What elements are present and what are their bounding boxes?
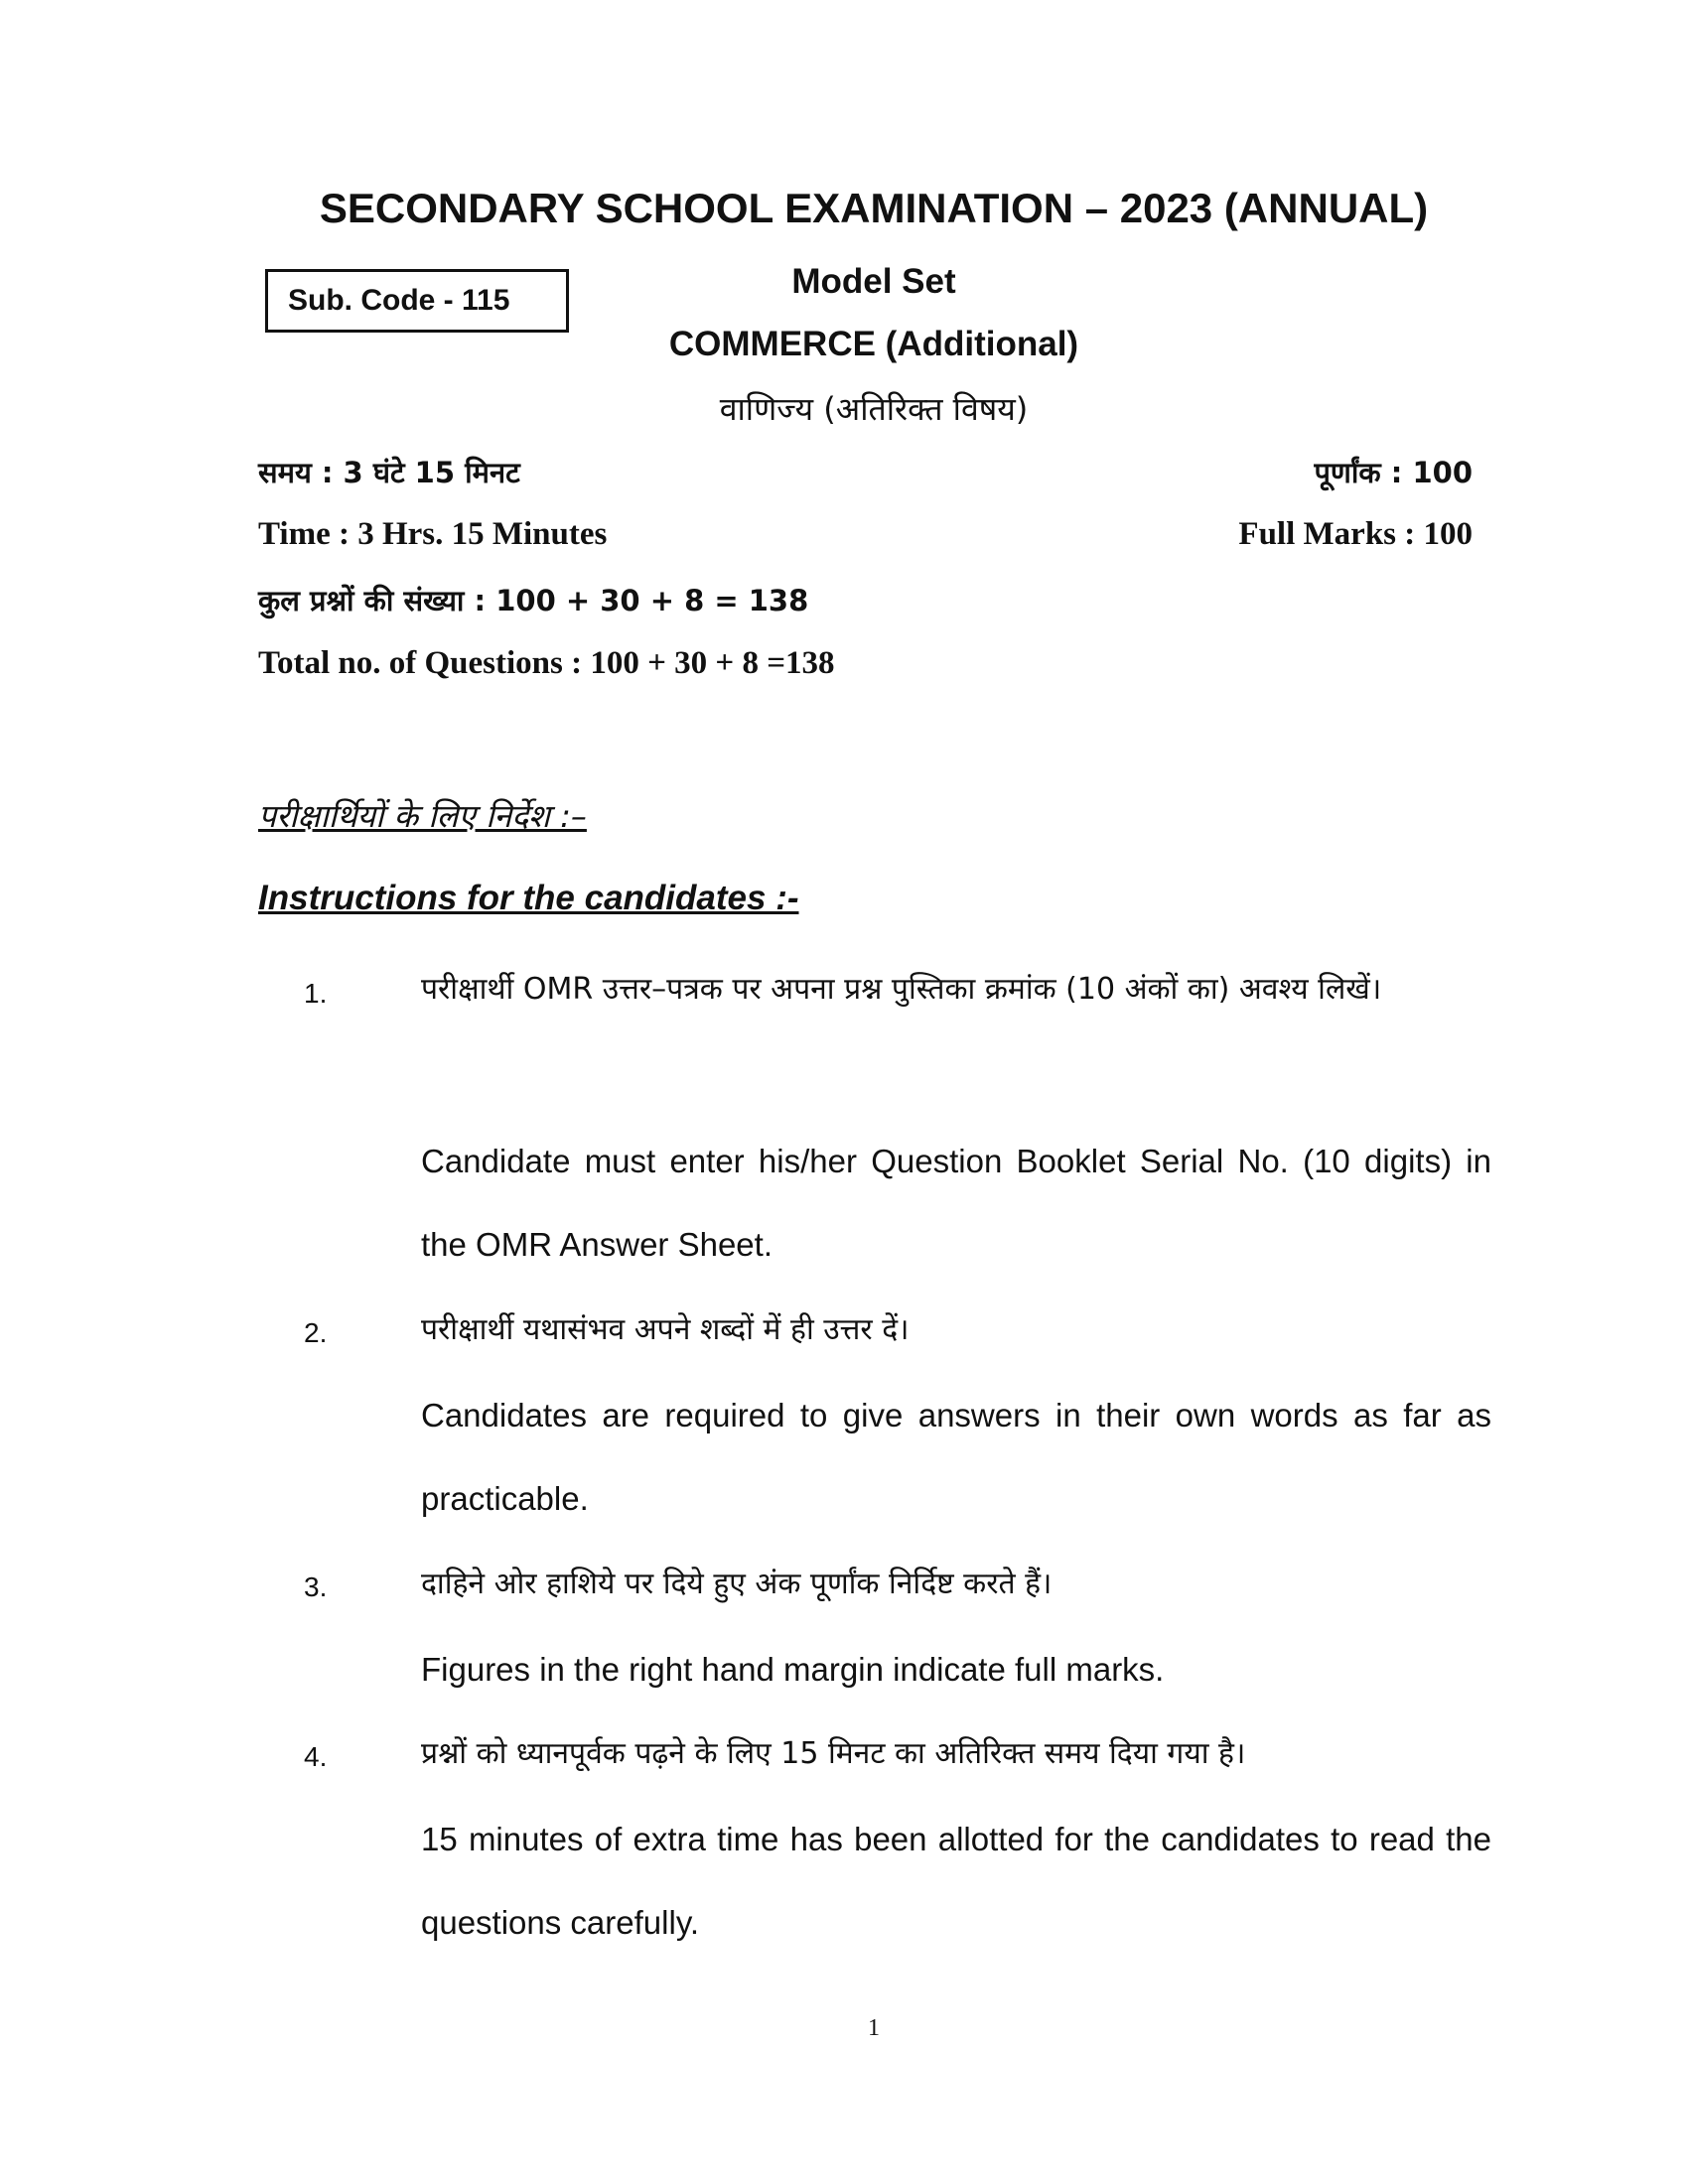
marks-hindi: पूर्णांक : 100	[1314, 456, 1473, 489]
model-set-label: Model Set	[791, 262, 956, 301]
instruction-text-english: Candidate must enter his/her Question Booklet Serial No. (10 digits) in the OMR Answer Sheet.	[421, 1143, 1491, 1263]
subject-code-box	[265, 269, 569, 333]
page-number: 1	[868, 2015, 880, 2041]
instructions-heading-english: Instructions for the candidates :-	[258, 879, 799, 917]
time-english: Time : 3 Hrs. 15 Minutes	[258, 516, 608, 552]
instruction-text-hindi: परीक्षार्थी यथासंभव अपने शब्दों में ही उत्तर दें।	[421, 1312, 910, 1347]
question-count-hindi: कुल प्रश्नों की संख्या : 100 + 30 + 8 = 138	[258, 584, 809, 617]
instruction-text-hindi: दाहिने ओर हाशिये पर दिये हुए अंक पूर्णांक निर्दिष्ट करते हैं।	[421, 1567, 1053, 1601]
subject-code: Sub. Code - 115	[288, 284, 510, 317]
instruction-text-english: 15 minutes of extra time has been allotted for the candidates to read the questions carefully.	[421, 1821, 1491, 1941]
time-hindi: समय : 3 घंटे 15 मिनट	[258, 456, 520, 489]
question-count-english: Total no. of Questions : 100 + 30 + 8 =138	[258, 645, 835, 681]
subject-title-english: COMMERCE (Additional)	[668, 325, 1079, 363]
instruction-text-hindi: प्रश्नों को ध्यानपूर्वक पढ़ने के लिए 15 मिनट का अतिरिक्त समय दिया गया है।	[421, 1736, 1246, 1771]
marks-english: Full Marks : 100	[1238, 516, 1473, 552]
instruction-number: 4.	[304, 1741, 328, 1772]
instruction-text-english: Candidates are required to give answers in their own words as far as practicable.	[421, 1397, 1491, 1517]
instruction-text-hindi: परीक्षार्थी OMR उत्तर–पत्रक पर अपना प्रश्न पुस्तिका क्रमांक (10 अंकों का) अवश्य लिखें।	[421, 972, 1382, 1007]
subject-title-hindi: वाणिज्य (अतिरिक्त विषय)	[719, 390, 1029, 428]
instruction-number: 3.	[304, 1571, 328, 1602]
instructions-heading-hindi: परीक्षार्थियों के लिए निर्देश :–	[258, 797, 587, 835]
instruction-number: 2.	[304, 1317, 328, 1348]
exam-title: SECONDARY SCHOOL EXAMINATION – 2023 (ANNUAL)	[319, 185, 1429, 231]
instruction-text-english: Figures in the right hand margin indicate full marks.	[421, 1651, 1165, 1688]
instruction-number: 1.	[304, 978, 328, 1009]
